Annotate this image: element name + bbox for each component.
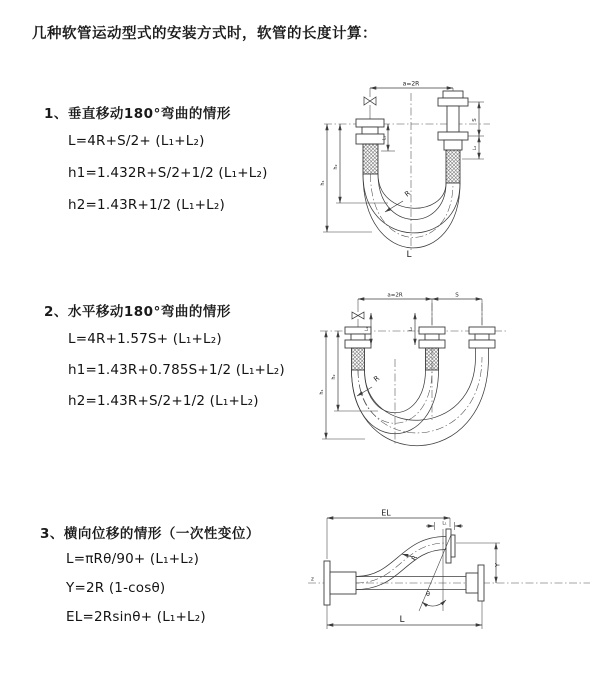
radius-label: R [372,374,382,384]
fixed-end-fitting [345,327,371,370]
section-1-heading: 1、垂直移动180°弯曲的情形 [44,106,231,122]
section-2-formula-L: L=4R+1.57S+ (L₁+L₂) [68,331,222,347]
section-1-formula-L: L=4R+S/2+ (L₁+L₂) [68,133,205,149]
page-title: 几种软管运动型式的安装方式时，软管的长度计算： [32,26,377,42]
stroke-dim-label: S [455,292,459,299]
radius-label: R [409,554,419,562]
valve-icon [352,312,364,319]
left-flange [324,561,356,605]
y-dim-label: Y [493,563,502,567]
diagram-horizontal-180-bend [310,287,600,455]
hose-u-bend [363,174,460,248]
el-dim-label: EL [381,508,391,518]
dim-label-a2r: a=2R [387,292,403,299]
valve-icon [364,97,376,105]
section-3-formula-Y: Y=2R (1-cosθ) [66,580,166,596]
l2-dim-label: L₂ [473,145,478,151]
section-2-formula-h1: h1=1.43R+0.785S+1/2 (L₁+L₂) [68,362,285,378]
l1-dim-label: L₁ [442,521,447,527]
length-dim-label: L [399,615,405,625]
section-3-formula-L: L=πRθ/90+ (L₁+L₂) [66,551,200,567]
radius-label: R [403,189,413,199]
h2-dim-label: h₂ [333,164,339,170]
hose-u-bend-position-2 [352,357,489,446]
moving-end-position-1 [419,327,445,370]
diagram-lateral-displacement [298,505,598,645]
stroke-dim-label: S [472,118,478,122]
section-3-heading: 3、横向位移的情形（一次性变位） [40,526,260,542]
section-1-formula-h1: h1=1.432R+S/2+1/2 (L₁+L₂) [68,165,268,181]
h1-dim-label: h₁ [320,180,326,186]
section-2-formula-h2: h2=1.43R+S/2+1/2 (L₁+L₂) [68,393,259,409]
displaced-flange [446,529,455,563]
theta-angle-label: θ [426,590,430,598]
dim-label-a2r: a=2R [402,80,420,88]
section-2-heading: 2、水平移动180°弯曲的情形 [44,304,231,320]
length-label: L [406,250,412,260]
h1-dim-label: h₁ [319,389,325,395]
diagram-vertical-180-bend [310,75,600,263]
section-3-formula-EL: EL=2Rsinθ+ (L₁+L₂) [66,609,206,625]
l1-dim-label: L₁ [382,135,388,141]
moving-end-position-2 [469,327,495,357]
axis-mark-label: z [311,576,314,583]
h2-dim-label: h₂ [331,374,337,380]
hose-s-curve [356,537,446,590]
moving-end-fitting [438,91,468,183]
l1-dim-label: L₁ [364,327,369,331]
section-1-formula-h2: h2=1.43R+1/2 (L₁+L₂) [68,197,225,213]
l2-dim-label: L₂ [408,327,413,331]
fixed-end-fitting [356,119,384,174]
